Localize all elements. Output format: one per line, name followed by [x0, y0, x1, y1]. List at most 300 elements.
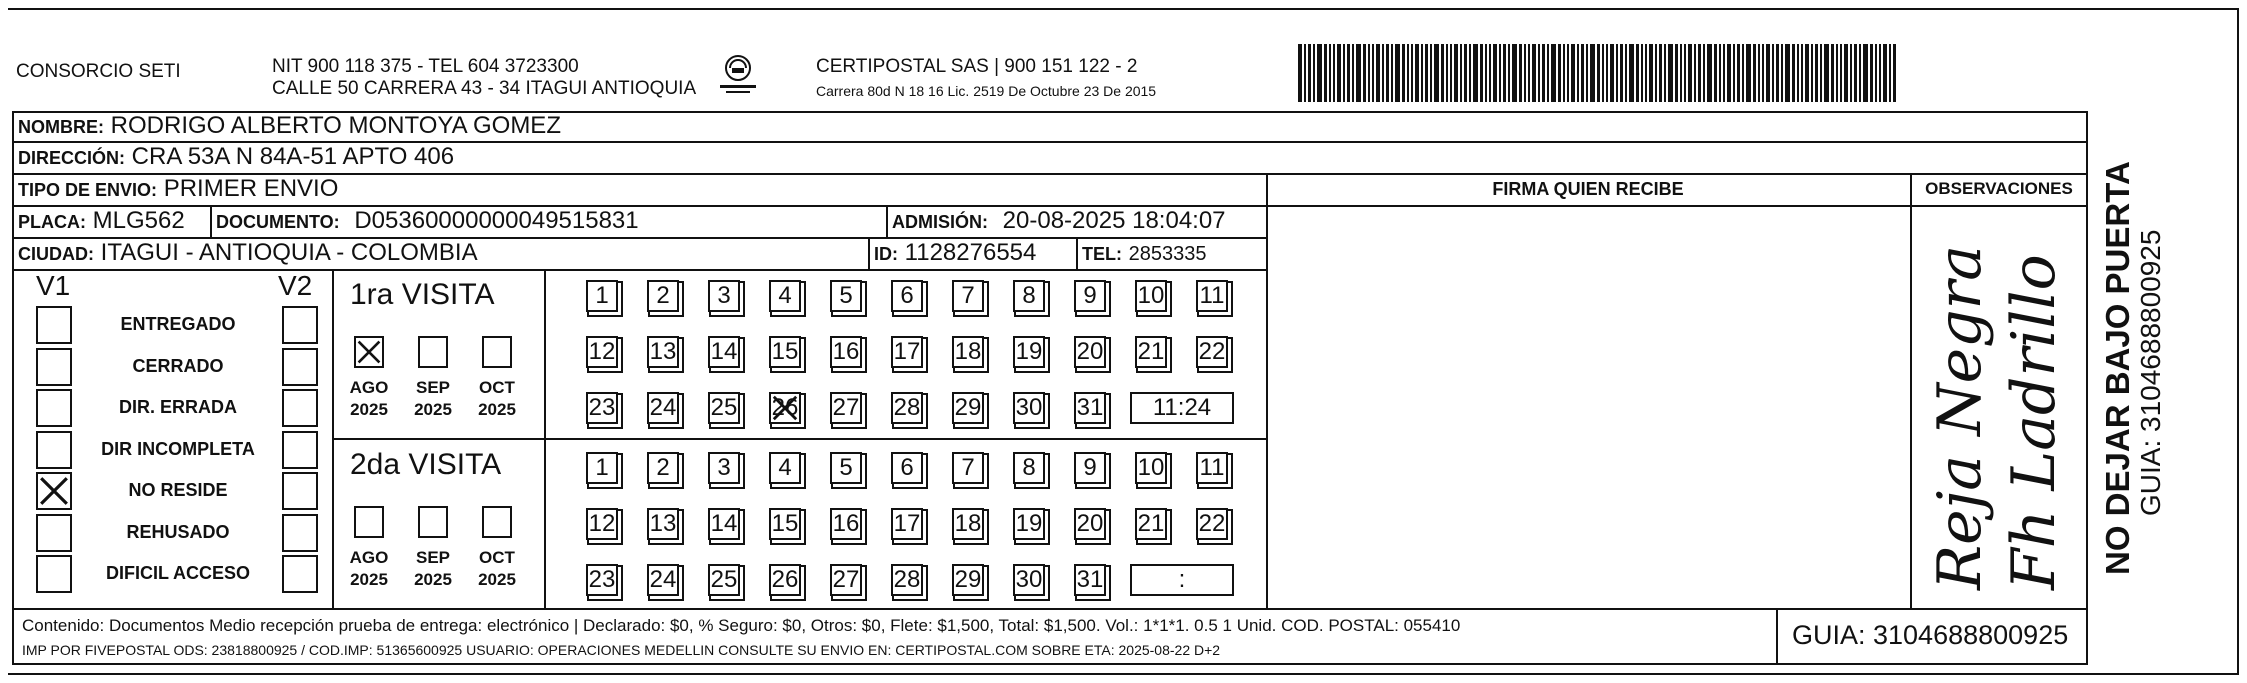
status-checkbox-v2[interactable]	[282, 472, 318, 510]
tel-value: 2853335	[1128, 243, 1207, 265]
barcode-bar	[1703, 44, 1705, 102]
visit2-day-number: 23	[588, 566, 616, 593]
visit2-day-box[interactable]	[1013, 508, 1045, 540]
visit1-day-number: 5	[839, 282, 853, 309]
admission-field	[892, 207, 1226, 236]
barcode-bar	[1391, 44, 1393, 102]
visit1-day-number: 10	[1137, 282, 1165, 309]
document-value: D05360000000049515831	[354, 207, 639, 234]
barcode-bar	[1792, 44, 1795, 102]
document-label: DOCUMENTO:	[216, 212, 340, 232]
visit2-day-number: 11	[1199, 454, 1225, 481]
x-mark-icon	[38, 474, 70, 508]
barcode-bar	[1567, 44, 1569, 102]
tel-field	[1082, 239, 1207, 268]
id-label: ID:	[874, 244, 898, 264]
visit1-day-box[interactable]	[769, 280, 801, 312]
visit1-day-number: 4	[778, 282, 792, 309]
visit1-day-number: 20	[1076, 338, 1104, 365]
visit1-month-checkbox[interactable]	[482, 336, 512, 368]
visit1-day-box[interactable]	[769, 392, 801, 424]
barcode-bar	[1801, 44, 1803, 102]
barcode-bar	[1563, 44, 1565, 102]
visit2-day-box[interactable]	[1196, 452, 1228, 484]
visit2-day-box[interactable]	[769, 564, 801, 596]
visit1-day-number: 9	[1083, 282, 1097, 309]
status-checkbox-v2[interactable]	[282, 514, 318, 552]
visit1-day-number: 16	[832, 338, 860, 365]
barcode-bar	[1742, 44, 1744, 102]
visit1-month-label: SEP	[415, 378, 451, 397]
visit1-day-box[interactable]	[586, 280, 618, 312]
visit1-month-label: AGO	[349, 378, 389, 397]
barcode-bar	[1542, 44, 1545, 102]
visit1-day-box[interactable]	[1135, 336, 1167, 368]
barcode-bar	[1707, 44, 1712, 102]
visit1-day-box[interactable]	[586, 336, 618, 368]
grid-line	[12, 269, 1266, 271]
barcode-bar	[1836, 44, 1838, 102]
barcode-bar	[1831, 44, 1834, 102]
nit-line-1: NIT 900 118 375 - TEL 604 3723300	[272, 56, 579, 77]
visit1-day-number: 22	[1198, 338, 1226, 365]
side-guide: GUIA: 3104688800925	[2135, 229, 2166, 516]
visit1-day-box[interactable]	[830, 336, 862, 368]
barcode-bar	[1889, 44, 1891, 102]
status-checkbox-v1[interactable]	[36, 472, 72, 510]
certipostal-logo-icon	[718, 54, 758, 98]
visit2-time-box[interactable]: :	[1130, 564, 1234, 596]
visit2-day-box[interactable]	[952, 564, 984, 596]
visit1-day-box[interactable]	[952, 336, 984, 368]
address-value: CRA 53A N 84A-51 APTO 406	[131, 143, 455, 170]
visit2-day-number: 8	[1022, 454, 1036, 481]
visit1-day-number: 27	[832, 394, 860, 421]
visit1-month-checkbox[interactable]	[354, 336, 384, 368]
barcode-bar	[1645, 44, 1647, 102]
id-value: 1128276554	[904, 239, 1037, 266]
footer-line-1: Contenido: Documentos Medio recepción prueba de entrega: electrónico | Declarado: $0, % Seguro: $0, Otros: $0, Flete: $1,500, Total: $1,500. Vol.: 1*1*1. 0.5 1 Unid. COD. POSTAL: 055410	[22, 616, 1461, 635]
visit2-day-number: 2	[656, 454, 670, 481]
barcode-bar	[1664, 44, 1666, 102]
barcode-bar	[1733, 44, 1735, 102]
visit2-day-number: 19	[1015, 510, 1043, 537]
visit2-day-number: 18	[954, 510, 982, 537]
visit1-day-number: 29	[954, 394, 982, 421]
visit2-day-box[interactable]	[891, 452, 923, 484]
status-checkbox-v2[interactable]	[282, 348, 318, 386]
observations-header: OBSERVACIONES	[1925, 179, 2073, 198]
visit1-day-box[interactable]	[952, 280, 984, 312]
barcode-bar	[1337, 44, 1341, 102]
v2-label: V2	[278, 270, 313, 301]
grid-line	[12, 663, 2086, 665]
visit1-day-box[interactable]	[1013, 280, 1045, 312]
barcode-bar	[1547, 44, 1549, 102]
status-checkbox-v1[interactable]	[36, 306, 72, 344]
barcode-bar	[1815, 44, 1818, 102]
visit2-day-box[interactable]	[647, 508, 679, 540]
barcode-bar	[1727, 44, 1731, 102]
barcode-bar	[1329, 44, 1331, 102]
shipping-type-value: PRIMER ENVIO	[163, 175, 339, 202]
city-value: ITAGUI - ANTIOQUIA - COLOMBIA	[100, 239, 478, 266]
grid-line	[210, 205, 212, 237]
barcode-bar	[1863, 44, 1868, 102]
barcode-bar	[1629, 44, 1634, 102]
visit2-day-box[interactable]	[1196, 508, 1228, 540]
visit2-month-checkbox[interactable]	[354, 506, 384, 538]
visit2-year-label: 2025	[478, 570, 516, 589]
barcode-bar	[1493, 44, 1497, 102]
status-option-label: NO RESIDE	[128, 480, 228, 500]
visit2-day-box[interactable]	[952, 452, 984, 484]
visit1-day-number: 2	[656, 282, 670, 309]
barcode-bar	[1402, 44, 1405, 102]
visit1-day-number: 11	[1199, 282, 1225, 309]
visit1-day-box[interactable]	[1074, 280, 1106, 312]
barcode-bar	[1347, 44, 1350, 102]
barcode-bar	[1668, 44, 1673, 102]
grid-line	[868, 237, 870, 269]
visit1-day-box[interactable]	[1196, 280, 1228, 312]
barcode-bar	[1407, 44, 1409, 102]
visit2-day-box[interactable]	[1074, 508, 1106, 540]
barcode-bar	[1308, 44, 1311, 102]
barcode-bar	[1372, 44, 1374, 102]
status-checkbox-v2[interactable]	[282, 306, 318, 344]
barcode-bar	[1758, 44, 1760, 102]
visit2-day-number: 5	[839, 454, 853, 481]
visit1-day-number: 17	[893, 338, 921, 365]
city-label: CIUDAD:	[18, 244, 94, 264]
visit2-day-box[interactable]	[1013, 452, 1045, 484]
barcode-bar	[1317, 44, 1322, 102]
visit1-year-label: 2025	[478, 400, 516, 419]
visit2-day-box[interactable]	[1074, 564, 1106, 596]
address-field	[18, 143, 454, 172]
visit2-month-checkbox[interactable]	[482, 506, 512, 538]
visit1-day-number: 1	[595, 282, 609, 309]
visit1-year-label: 2025	[414, 400, 452, 419]
barcode-bar	[1859, 44, 1861, 102]
barcode-bar	[1395, 44, 1400, 102]
visit1-day-box[interactable]	[1013, 336, 1045, 368]
barcode-bar	[1480, 44, 1483, 102]
barcode-bar	[1460, 44, 1462, 102]
barcode-bar	[1485, 44, 1487, 102]
status-option-label: CERRADO	[132, 355, 224, 376]
barcode-bar	[1737, 44, 1740, 102]
courier-address: Carrera 80d N 18 16 Lic. 2519 De Octubre 23 De 2015	[816, 83, 1157, 99]
tel-label: TEL:	[1082, 244, 1122, 264]
barcode-bar	[1441, 44, 1444, 102]
barcode-bar	[1694, 44, 1696, 102]
barcode-bar	[1434, 44, 1439, 102]
visit2-day-number: 17	[893, 510, 921, 537]
grid-line	[12, 608, 2086, 610]
barcode-bar	[1762, 44, 1764, 102]
visit1-day-box[interactable]	[1013, 392, 1045, 424]
status-checkbox-v1[interactable]	[36, 555, 72, 593]
visit1-day-box[interactable]	[1135, 280, 1167, 312]
barcode-bar	[1499, 44, 1501, 102]
barcode-bar	[1343, 44, 1345, 102]
barcode-bar	[1368, 44, 1370, 102]
barcode-bar	[1850, 44, 1852, 102]
barcode-bar	[1356, 44, 1361, 102]
visit1-day-box[interactable]	[1074, 336, 1106, 368]
visit2-day-number: 7	[961, 454, 975, 481]
visit2-day-box[interactable]	[830, 452, 862, 484]
barcode-bar	[1333, 44, 1335, 102]
status-checkbox-v2[interactable]	[282, 555, 318, 593]
barcode-bar	[1464, 44, 1467, 102]
visit1-day-box[interactable]	[647, 392, 679, 424]
visit2-day-number: 30	[1015, 566, 1043, 593]
barcode-bar	[1489, 44, 1491, 102]
status-option-label: ENTREGADO	[120, 314, 236, 334]
barcode-bar	[1714, 44, 1717, 102]
barcode-bar	[1610, 44, 1614, 102]
barcode-bar	[1586, 44, 1588, 102]
barcode-bar	[1659, 44, 1662, 102]
visit2-month-label: AGO	[349, 548, 389, 567]
barcode-bar	[1655, 44, 1657, 102]
plate-field	[18, 207, 185, 236]
barcode-bar	[1304, 44, 1306, 102]
visit2-month-label: OCT	[479, 548, 515, 567]
status-checkbox-v2[interactable]	[282, 389, 318, 427]
visit2-day-box[interactable]	[952, 508, 984, 540]
barcode-bar	[1538, 44, 1540, 102]
grid-line	[1076, 237, 1078, 269]
barcode-bar	[1473, 44, 1478, 102]
visit2-day-number: 31	[1076, 566, 1104, 593]
barcode-bar	[1688, 44, 1692, 102]
visit2-day-number: 26	[771, 566, 799, 593]
visit2-day-box[interactable]	[891, 564, 923, 596]
shipping-type-label: TIPO DE ENVIO:	[18, 180, 158, 200]
signature-header: FIRMA QUIEN RECIBE	[1492, 179, 1684, 199]
status-option-label: DIR INCOMPLETA	[101, 438, 255, 459]
grid-line	[1266, 173, 1268, 610]
visit2-day-number: 24	[649, 566, 677, 593]
visit2-day-number: 15	[771, 510, 799, 537]
barcode-bar	[1503, 44, 1506, 102]
visit1-day-number: 30	[1015, 394, 1043, 421]
visit2-day-box[interactable]	[1013, 564, 1045, 596]
visit1-year-label: 2025	[350, 400, 388, 419]
barcode-bar	[1528, 44, 1530, 102]
visit1-day-box[interactable]	[586, 392, 618, 424]
visit1-day-box[interactable]	[708, 336, 740, 368]
barcode-bar	[1411, 44, 1413, 102]
visit2-day-number: 9	[1083, 454, 1097, 481]
visit2-day-box[interactable]	[830, 508, 862, 540]
barcode-bar	[1386, 44, 1389, 102]
barcode-bar	[1879, 44, 1881, 102]
visit1-day-box[interactable]	[1196, 336, 1228, 368]
barcode-bar	[1324, 44, 1327, 102]
barcode-bar	[1675, 44, 1678, 102]
barcode-bar	[1352, 44, 1354, 102]
visit1-time-box[interactable]: 11:24	[1130, 392, 1234, 424]
visit2-year-label: 2025	[414, 570, 452, 589]
grid-line	[2086, 111, 2088, 665]
admission-label: ADMISIÓN:	[892, 212, 988, 232]
visit2-day-box[interactable]	[647, 452, 679, 484]
no-dejar-bajo-puerta: NO DEJAR BAJO PUERTA	[2099, 161, 2136, 575]
visit2-day-box[interactable]	[769, 452, 801, 484]
barcode-bar	[1820, 44, 1822, 102]
grid-line	[12, 111, 14, 665]
footer-guide: GUIA: 3104688800925	[1792, 620, 2069, 650]
name-field	[18, 112, 561, 141]
visit1-month-checkbox[interactable]	[418, 336, 448, 368]
barcode-bar	[1469, 44, 1471, 102]
barcode-bar	[1620, 44, 1623, 102]
x-mark-icon	[356, 338, 382, 366]
visit1-day-box[interactable]	[1074, 392, 1106, 424]
visit1-day-box[interactable]	[830, 392, 862, 424]
visit1-day-number: 8	[1022, 282, 1036, 309]
barcode-bar	[1785, 44, 1790, 102]
barcode-bar	[1376, 44, 1380, 102]
visit1-day-box[interactable]	[708, 392, 740, 424]
visit2-day-box[interactable]	[586, 564, 618, 596]
grid-line	[1910, 173, 1912, 610]
status-checkbox-v1[interactable]	[36, 514, 72, 552]
visit2-day-number: 20	[1076, 510, 1104, 537]
barcode-bar	[1844, 44, 1848, 102]
barcode-bar	[1382, 44, 1384, 102]
visit2-day-number: 21	[1137, 510, 1165, 537]
handwritten-observation-1: Reja Negra	[1925, 245, 1995, 590]
visit2-day-box[interactable]	[708, 564, 740, 596]
visit1-month-label: OCT	[479, 378, 515, 397]
barcode-bar	[1602, 44, 1604, 102]
visit2-day-box[interactable]	[769, 508, 801, 540]
visit1-day-box[interactable]	[708, 280, 740, 312]
barcode-bar	[1772, 44, 1774, 102]
barcode-bar	[1446, 44, 1448, 102]
visit1-day-number: 14	[710, 338, 738, 365]
visit2-day-number: 10	[1137, 454, 1165, 481]
visit1-day-number: 3	[717, 282, 731, 309]
visit2-day-box[interactable]	[891, 508, 923, 540]
visit1-day-number: 15	[771, 338, 799, 365]
barcode-bar	[1363, 44, 1366, 102]
grid-line	[1776, 608, 1778, 665]
visit1-title: 1ra VISITA	[350, 278, 495, 311]
visit1-day-box[interactable]	[952, 392, 984, 424]
barcode-bar	[1512, 44, 1517, 102]
visit1-day-box[interactable]	[830, 280, 862, 312]
status-option-label: REHUSADO	[126, 521, 230, 542]
status-checkbox-v1[interactable]	[36, 389, 72, 427]
visit1-day-number: 12	[588, 338, 616, 365]
visit1-day-box[interactable]	[891, 280, 923, 312]
barcode-bar	[1597, 44, 1600, 102]
barcode-bar	[1840, 44, 1842, 102]
barcode-bar	[1532, 44, 1536, 102]
barcode-bar	[1824, 44, 1829, 102]
visit1-day-box[interactable]	[891, 392, 923, 424]
visit2-day-box[interactable]	[1135, 452, 1167, 484]
barcode-bar	[1766, 44, 1770, 102]
visit2-day-box[interactable]	[1074, 452, 1106, 484]
visit1-day-number: 6	[900, 282, 914, 309]
grid-line	[544, 269, 546, 610]
visit2-day-box[interactable]	[708, 452, 740, 484]
barcode-bar	[1298, 44, 1302, 102]
barcode-bar	[1776, 44, 1779, 102]
visit2-day-box[interactable]	[586, 452, 618, 484]
barcode-bar	[1590, 44, 1595, 102]
visit2-day-number: 27	[832, 566, 860, 593]
visit1-day-number: 23	[588, 394, 616, 421]
status-checkbox-v1[interactable]	[36, 348, 72, 386]
status-checkbox-v1[interactable]	[36, 431, 72, 469]
visit2-day-number: 3	[717, 454, 731, 481]
visit2-day-box[interactable]	[1135, 508, 1167, 540]
visit2-day-number: 29	[954, 566, 982, 593]
visit2-day-box[interactable]	[647, 564, 679, 596]
status-option-label: DIR. ERRADA	[118, 397, 237, 417]
visit1-day-box[interactable]	[647, 336, 679, 368]
visit1-day-number: 18	[954, 338, 982, 365]
visit2-day-box[interactable]	[830, 564, 862, 596]
visit2-year-label: 2025	[350, 570, 388, 589]
shipping-type-field	[18, 175, 338, 204]
visit2-day-box[interactable]	[586, 508, 618, 540]
barcode-bar	[1680, 44, 1682, 102]
visit2-day-number: 12	[588, 510, 616, 537]
visit1-day-number: 31	[1076, 394, 1104, 421]
visit2-day-number: 16	[832, 510, 860, 537]
grid-line	[332, 438, 1266, 440]
visit1-day-box[interactable]	[647, 280, 679, 312]
barcode-bar	[1753, 44, 1756, 102]
barcode-bar	[1870, 44, 1873, 102]
barcode-bar	[1581, 44, 1584, 102]
barcode-bar	[1616, 44, 1618, 102]
barcode-bar	[1625, 44, 1627, 102]
barcode-bar	[1577, 44, 1579, 102]
document-frame	[8, 8, 2239, 675]
barcode-bar	[1425, 44, 1428, 102]
barcode-bar	[1883, 44, 1887, 102]
barcode-bar	[1524, 44, 1526, 102]
plate-value: MLG562	[92, 207, 185, 234]
visit1-day-number: 28	[893, 394, 921, 421]
visit1-day-number: 26	[771, 394, 799, 421]
handwritten-observation-2: Fh Ladrillo	[1999, 254, 2069, 590]
barcode-bar	[1551, 44, 1556, 102]
visit1-day-box[interactable]	[769, 336, 801, 368]
visit2-month-checkbox[interactable]	[418, 506, 448, 538]
status-checkbox-v2[interactable]	[282, 431, 318, 469]
barcode	[1298, 44, 1896, 102]
visit1-day-number: 13	[649, 338, 677, 365]
grid-line	[332, 269, 334, 610]
city-field	[18, 239, 478, 268]
barcode-bar	[1636, 44, 1639, 102]
barcode-bar	[1606, 44, 1608, 102]
visit2-day-box[interactable]	[708, 508, 740, 540]
visit1-day-box[interactable]	[891, 336, 923, 368]
